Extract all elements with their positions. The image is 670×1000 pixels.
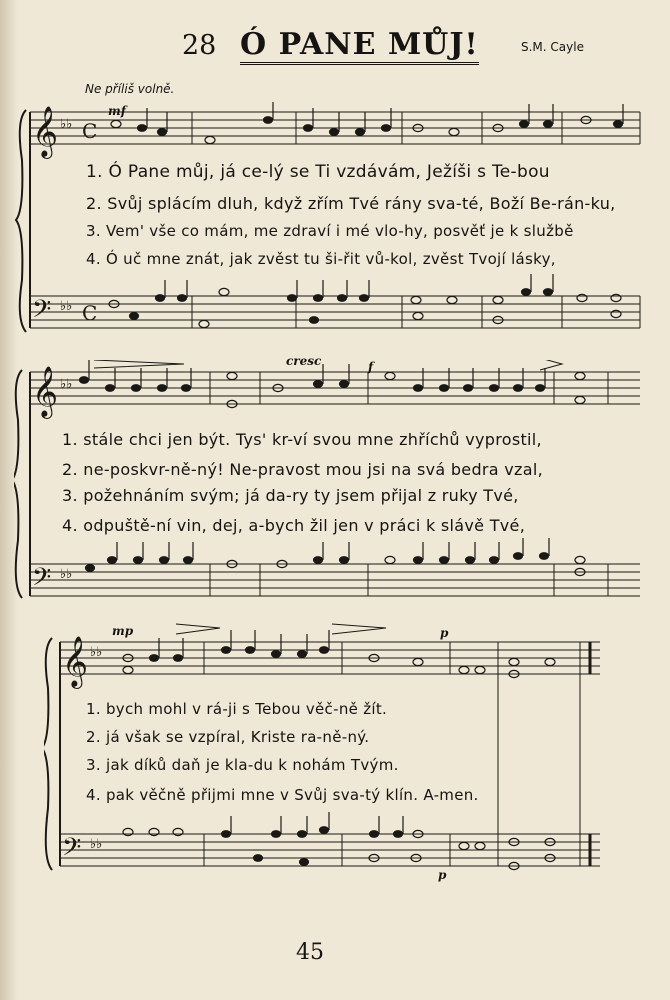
svg-text:♭♭: ♭♭ [60,299,73,314]
verse-line: 2. ne-poskvr-ně-ný! Ne-pravost mou jsi na svá bedra vzal, [62,460,543,479]
dynamic-mark-mp: mp [112,624,134,638]
svg-text:♭♭: ♭♭ [60,567,73,582]
dynamic-mark-p: p [438,868,447,882]
svg-text:𝄞: 𝄞 [32,106,59,157]
verse-line: 1. stále chci jen být. Tys' kr-ví svou mne zhříchů vyprostil, [62,430,542,449]
dynamic-mark-mf: mf [108,104,126,118]
hymn-title: Ó PANE MŮJ! [240,28,479,65]
verse-line: 2. Svůj splácím dluh, když zřím Tvé rány sva-té, Boží Be-rán-ku, [86,194,616,213]
svg-text:♭♭: ♭♭ [60,117,73,132]
verse-line: 4. Ó uč mne znát, jak zvěst tu ši-řit vů-kol, zvěst Tvojí lásky, [86,250,556,268]
verse-line: 1. bych mohl v rá-ji s Tebou věč-ně žít. [86,700,388,718]
dynamic-mark-cresc: cresc [286,354,322,368]
staff-graphic-2 [14,360,654,610]
verse-line: 4. odpuště-ní vin, dej, a-bych žil jen v práci k slávě Tvé, [62,516,526,535]
music-system-1 [14,100,654,340]
verse-line: 3. Vem' vše co mám, me zdraví i mé vlo-hy, posvěť je k službě [86,222,574,240]
svg-text:𝄞: 𝄞 [32,366,59,417]
music-system-3 [44,622,614,882]
composer-credit: S.M. Cayle [521,40,584,54]
verse-line: 2. já však se vzpíral, Kriste ra-ně-ný. [86,728,370,746]
hymn-number: 28 [182,30,217,61]
page-number: 45 [296,940,324,965]
svg-text:𝄢: 𝄢 [62,833,82,868]
svg-text:C: C [82,301,98,325]
svg-text:𝄞: 𝄞 [62,636,89,687]
verse-line: 4. pak věčně přijmi mne v Svůj sva-tý klín. A-men. [86,786,479,804]
svg-text:C: C [82,119,98,143]
title-row [0,26,670,70]
svg-text:♭♭: ♭♭ [90,837,103,852]
verse-line: 1. Ó Pane můj, já ce-lý se Ti vzdávám, Ježíši s Te-bou [86,162,550,182]
svg-text:𝄢: 𝄢 [32,563,52,598]
tempo-marking: Ne příliš volně. [85,82,175,96]
music-system-2 [14,354,654,610]
svg-text:♭♭: ♭♭ [60,377,73,392]
dynamic-mark-f: f [368,360,374,374]
dynamic-mark-p: p [440,626,449,640]
staff-graphic-3 [44,622,614,882]
verse-line: 3. požehnáním svým; já da-ry ty jsem přijal z ruky Tvé, [62,486,519,505]
svg-text:♭♭: ♭♭ [90,645,103,660]
staff-graphic-1 [14,100,654,340]
svg-text:𝄢: 𝄢 [32,295,52,330]
verse-line: 3. jak díků daň je kla-du k nohám Tvým. [86,756,399,774]
